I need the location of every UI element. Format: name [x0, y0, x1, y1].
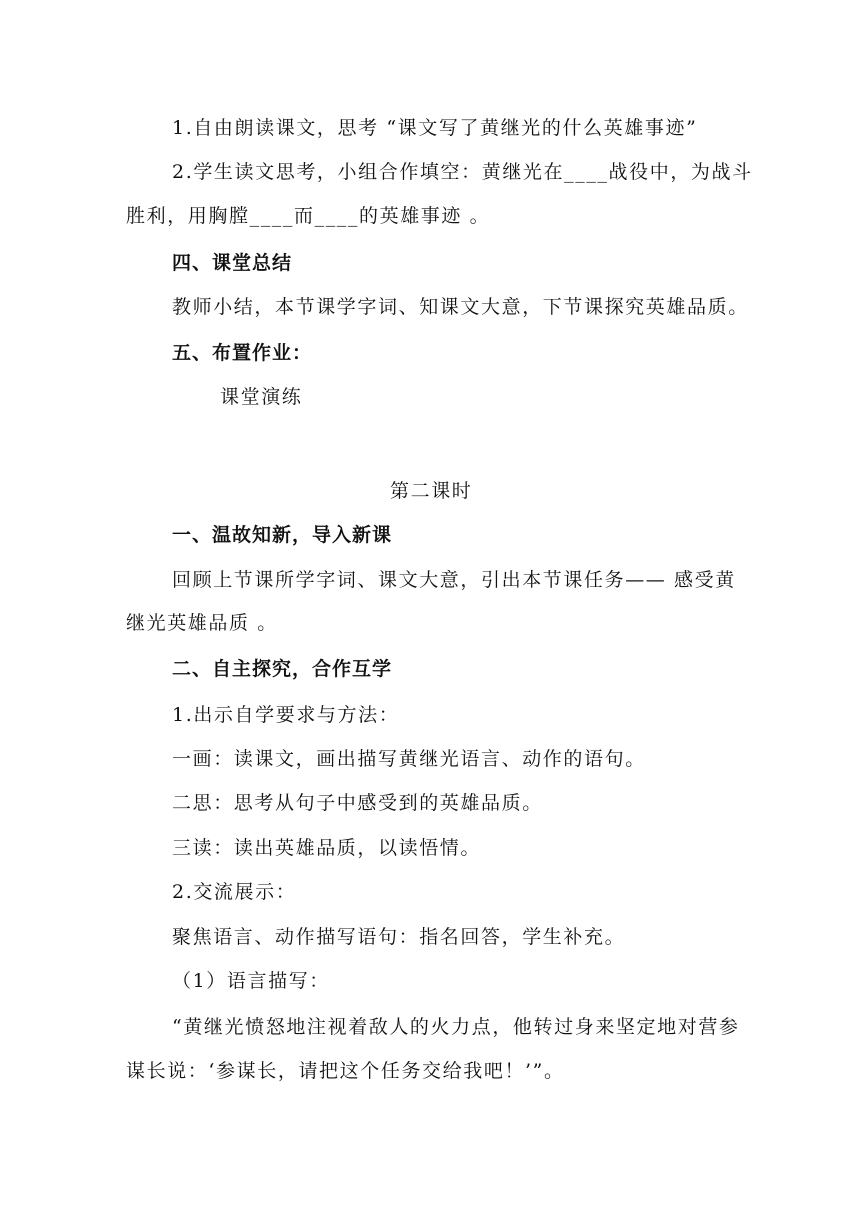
method-draw-text: 一画：读课文，画出描写黄继光语言、动作的语句。 — [172, 748, 646, 770]
language-description-label: （1）语言描写： — [172, 970, 330, 992]
section-heading-review: 一、温故知新，导入新课 — [172, 524, 393, 546]
review-text: 回顾上节课所学字词、课文大意，引出本节课任务—— 感受黄 — [172, 569, 736, 591]
quote-text-cont: 谋长说：‘参谋长，请把这个任务交给我吧！’”。 — [126, 1060, 565, 1082]
focus-text: 聚焦语言、动作描写语句：指名回答，学生补充。 — [172, 926, 626, 948]
summary-text: 教师小结，本节课学字词、知课文大意，下节课探究英雄品质。 — [172, 296, 749, 318]
section-heading-summary: 四、课堂总结 — [172, 252, 293, 274]
method-think-text: 二思：思考从句子中感受到的英雄品质。 — [172, 792, 543, 814]
homework-text: 课堂演练 — [220, 386, 303, 408]
section-heading-explore: 二、自主探究，合作互学 — [172, 658, 393, 680]
review-text-cont: 继光英雄品质 。 — [126, 612, 278, 634]
section-heading-homework: 五、布置作业： — [172, 342, 313, 364]
step-2-text: 2.交流展示： — [172, 881, 297, 903]
task-2-text-cont: 胜利，用胸膛____而____的英雄事迹 。 — [126, 205, 491, 227]
step-1-text: 1.出示自学要求与方法： — [172, 704, 400, 726]
task-1-text: 1.自由朗读课文，思考 “课文写了黄继光的什么英雄事迹” — [172, 117, 698, 139]
quote-text: “黄继光愤怒地注视着敌人的火力点，他转过身来坚定地对营参 — [172, 1016, 740, 1038]
task-2-text: 2.学生读文思考，小组合作填空：黄继光在____战役中，为战斗 — [172, 161, 753, 183]
method-read-text: 三读：读出英雄品质，以读悟情。 — [172, 837, 482, 859]
lesson-two-title: 第二课时 — [390, 480, 473, 502]
